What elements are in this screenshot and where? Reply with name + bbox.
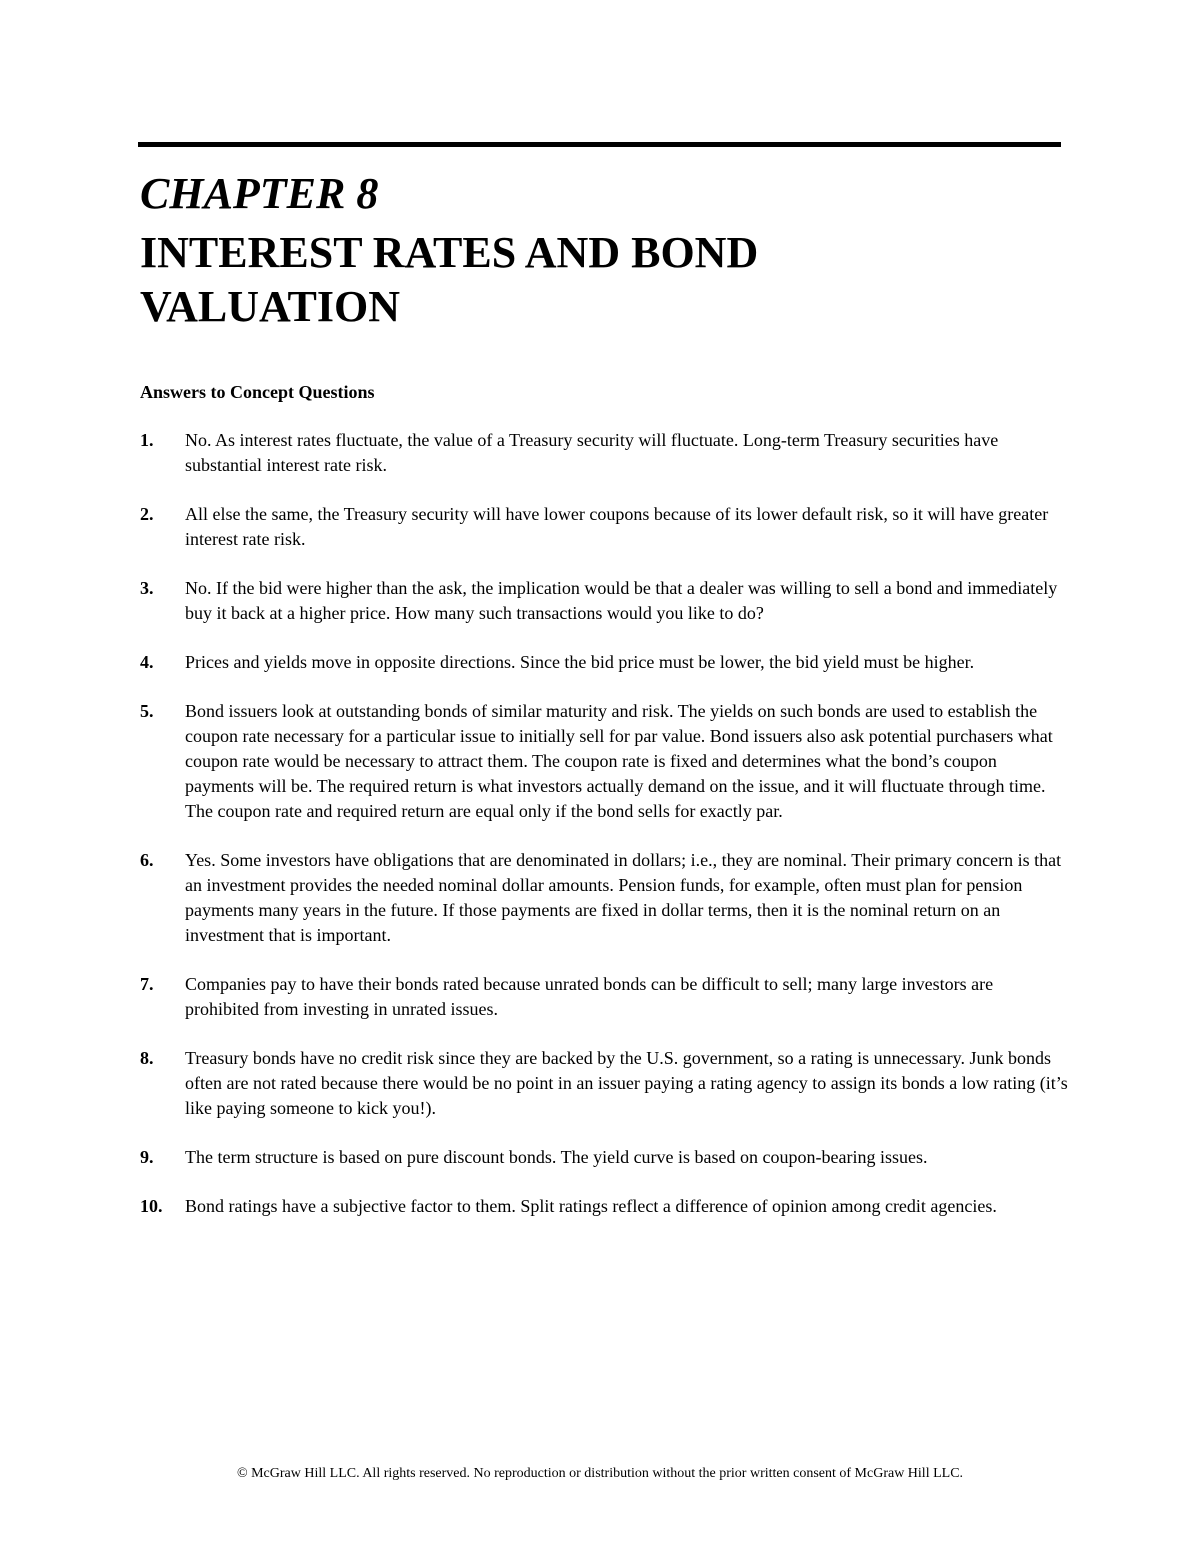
answer-item-3 [140,576,1070,626]
answer-item-5 [140,699,1070,824]
answer-item-8 [140,1046,1070,1121]
answer-text: Companies pay to have their bonds rated because unrated bonds can be difficult to sell; many large investors are prohibited from investing in unrated issues. [185,974,994,1019]
answer-number: 7. [140,974,154,994]
answer-text: No. If the bid were higher than the ask, the implication would be that a dealer was willing to sell a bond and immediately buy it back at a higher price. How many such transactions would you like to do? [185,578,1058,623]
answer-text: Bond issuers look at outstanding bonds of similar maturity and risk. The yields on such bonds are used to establish the coupon rate necessary for a particular issue to initially sell for par value. Bond issuers also ask potential purchasers what coupon rate would be necessary to attract them. The coupon rate is fixed and determines what the bond’s coupon payments will be. The required return is what investors actually demand on the issue, and it will fluctuate through time. The coupon rate and required return are equal only if the bond sells for exactly par. [185,701,1053,821]
chapter-title [140,226,900,334]
answer-text: The term structure is based on pure discount bonds. The yield curve is based on coupon-bearing issues. [185,1147,928,1167]
top-rule-divider [138,142,1061,147]
chapter-title-line1: INTEREST RATES AND BOND [140,228,759,277]
answer-number: 8. [140,1048,154,1068]
section-heading: Answers to Concept Questions [140,382,375,402]
answer-item-6 [140,848,1070,948]
answer-number: 2. [140,504,154,524]
answer-number: 1. [140,430,154,450]
chapter-title-line2: VALUATION [140,282,400,331]
answer-number: 5. [140,701,154,721]
answer-number: 10. [140,1196,163,1216]
answer-item-4 [140,650,1070,675]
copyright-footer: © McGraw Hill LLC. All rights reserved. No reproduction or distribution without the prior written consent of McGraw Hill LLC. [236,1466,964,1481]
answer-text: Bond ratings have a subjective factor to them. Split ratings reflect a difference of opinion among credit agencies. [185,1196,997,1216]
answer-item-1 [140,428,1070,478]
chapter-label: CHAPTER 8 [140,169,379,218]
answer-text: No. As interest rates fluctuate, the value of a Treasury security will fluctuate. Long-term Treasury securities have substantial interest rate risk. [185,430,999,475]
answer-item-2 [140,502,1070,552]
answer-text: Prices and yields move in opposite directions. Since the bid price must be lower, the bid yield must be higher. [185,652,975,672]
answer-item-10 [140,1194,1070,1219]
answer-number: 6. [140,850,154,870]
answer-text: Yes. Some investors have obligations that are denominated in dollars; i.e., they are nominal. Their primary concern is that an investment provides the needed nominal dollar amounts. Pension funds, for example, often must plan for pension payments many years in the future. If those payments are fixed in dollar terms, then it is the nominal return on an investment that is important. [185,850,1062,945]
answer-text: Treasury bonds have no credit risk since they are backed by the U.S. government, so a rating is unnecessary. Junk bonds often are not rated because there would be no point in an issuer paying a rating agency to assign its bonds a low rating (it’s like paying someone to kick you!). [185,1048,1068,1118]
answer-item-7 [140,972,1070,1022]
answer-number: 4. [140,652,154,672]
answer-number: 3. [140,578,154,598]
answer-number: 9. [140,1147,154,1167]
answer-text: All else the same, the Treasury security will have lower coupons because of its lower default risk, so it will have greater interest rate risk. [185,504,1049,549]
answers-list [140,428,1070,1243]
answer-item-9 [140,1145,1070,1170]
